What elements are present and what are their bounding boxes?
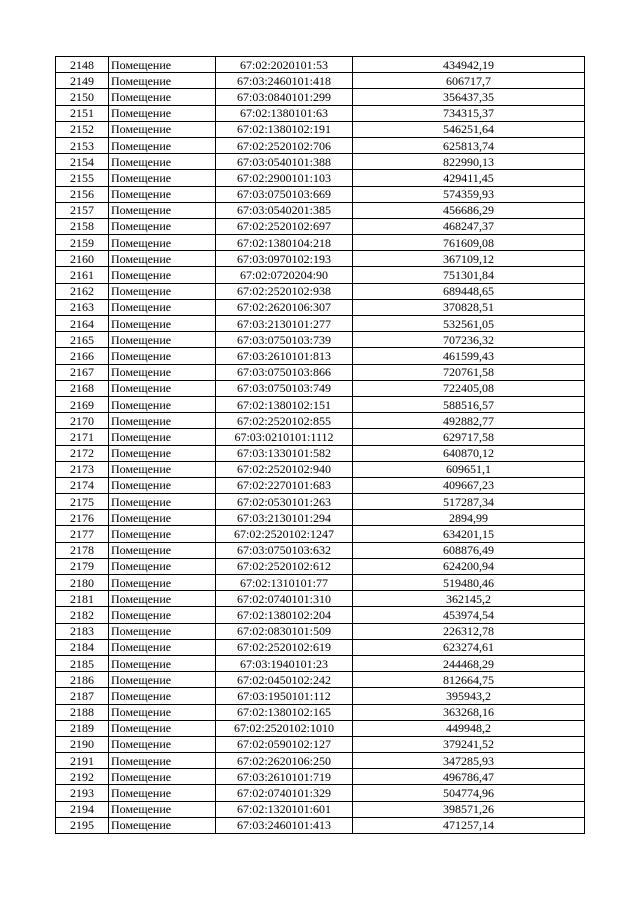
object-type-cell: Помещение xyxy=(109,753,216,769)
cadastral-value-cell: 398571,26 xyxy=(353,801,585,817)
table-row xyxy=(56,348,585,364)
cadastral-value-cell: 606717,7 xyxy=(353,73,585,89)
row-number-cell: 2194 xyxy=(56,801,109,817)
row-number-cell: 2188 xyxy=(56,704,109,720)
object-type-cell: Помещение xyxy=(109,57,216,73)
row-number-cell: 2193 xyxy=(56,785,109,801)
table-row xyxy=(56,575,585,591)
cadastral-value-cell: 363268,16 xyxy=(353,704,585,720)
cadastral-number-cell: 67:02:2900101:103 xyxy=(216,170,353,186)
object-type-cell: Помещение xyxy=(109,364,216,380)
cadastral-value-cell: 574359,93 xyxy=(353,186,585,202)
cadastral-number-cell: 67:02:2520102:1247 xyxy=(216,526,353,542)
table-row xyxy=(56,461,585,477)
cadastral-value-cell: 456686,29 xyxy=(353,202,585,218)
cadastral-number-cell: 67:02:0830101:509 xyxy=(216,623,353,639)
object-type-cell: Помещение xyxy=(109,396,216,412)
object-type-cell: Помещение xyxy=(109,299,216,315)
object-type-cell: Помещение xyxy=(109,73,216,89)
row-number-cell: 2168 xyxy=(56,380,109,396)
row-number-cell: 2162 xyxy=(56,283,109,299)
cadastral-number-cell: 67:02:2520102:706 xyxy=(216,137,353,153)
cadastral-number-cell: 67:03:2610101:719 xyxy=(216,769,353,785)
table-row xyxy=(56,121,585,137)
cadastral-number-cell: 67:02:1380102:151 xyxy=(216,396,353,412)
table-row xyxy=(56,89,585,105)
object-type-cell: Помещение xyxy=(109,267,216,283)
table-row xyxy=(56,283,585,299)
table-row xyxy=(56,267,585,283)
row-number-cell: 2191 xyxy=(56,753,109,769)
table-row xyxy=(56,720,585,736)
table-row xyxy=(56,235,585,251)
cadastral-number-cell: 67:02:2520102:612 xyxy=(216,558,353,574)
object-type-cell: Помещение xyxy=(109,137,216,153)
table-row xyxy=(56,137,585,153)
cadastral-number-cell: 67:02:0740101:329 xyxy=(216,785,353,801)
object-type-cell: Помещение xyxy=(109,429,216,445)
cadastral-number-cell: 67:02:2620106:307 xyxy=(216,299,353,315)
cadastral-number-cell: 67:03:0750103:739 xyxy=(216,332,353,348)
cadastral-number-cell: 67:03:2460101:418 xyxy=(216,73,353,89)
object-type-cell: Помещение xyxy=(109,526,216,542)
row-number-cell: 2150 xyxy=(56,89,109,105)
cadastral-number-cell: 67:03:0750103:669 xyxy=(216,186,353,202)
table-row xyxy=(56,316,585,332)
cadastral-value-cell: 496786,47 xyxy=(353,769,585,785)
table-row xyxy=(56,753,585,769)
object-type-cell: Помещение xyxy=(109,316,216,332)
row-number-cell: 2152 xyxy=(56,121,109,137)
object-type-cell: Помещение xyxy=(109,380,216,396)
object-type-cell: Помещение xyxy=(109,688,216,704)
cadastral-number-cell: 67:03:2610101:813 xyxy=(216,348,353,364)
cadastral-number-cell: 67:03:0750103:632 xyxy=(216,542,353,558)
object-type-cell: Помещение xyxy=(109,494,216,510)
row-number-cell: 2190 xyxy=(56,736,109,752)
cadastral-value-cell: 367109,12 xyxy=(353,251,585,267)
object-type-cell: Помещение xyxy=(109,218,216,234)
row-number-cell: 2169 xyxy=(56,396,109,412)
cadastral-value-cell: 546251,64 xyxy=(353,121,585,137)
cadastral-value-cell: 634201,15 xyxy=(353,526,585,542)
row-number-cell: 2179 xyxy=(56,558,109,574)
cadastral-value-cell: 588516,57 xyxy=(353,396,585,412)
row-number-cell: 2164 xyxy=(56,316,109,332)
object-type-cell: Помещение xyxy=(109,623,216,639)
object-type-cell: Помещение xyxy=(109,672,216,688)
cadastral-value-cell: 471257,14 xyxy=(353,817,585,833)
cadastral-number-cell: 67:03:2460101:413 xyxy=(216,817,353,833)
cadastral-value-cell: 640870,12 xyxy=(353,445,585,461)
row-number-cell: 2158 xyxy=(56,218,109,234)
row-number-cell: 2149 xyxy=(56,73,109,89)
table-row xyxy=(56,817,585,833)
row-number-cell: 2171 xyxy=(56,429,109,445)
cadastral-number-cell: 67:02:1310101:77 xyxy=(216,575,353,591)
cadastral-number-cell: 67:02:2520102:940 xyxy=(216,461,353,477)
row-number-cell: 2184 xyxy=(56,639,109,655)
object-type-cell: Помещение xyxy=(109,704,216,720)
cadastral-value-cell: 244468,29 xyxy=(353,655,585,671)
object-type-cell: Помещение xyxy=(109,348,216,364)
table-row xyxy=(56,526,585,542)
row-number-cell: 2175 xyxy=(56,494,109,510)
cadastral-number-cell: 67:02:2520102:938 xyxy=(216,283,353,299)
cadastral-value-cell: 734315,37 xyxy=(353,105,585,121)
table-row xyxy=(56,186,585,202)
row-number-cell: 2154 xyxy=(56,154,109,170)
cadastral-number-cell: 67:02:1380101:63 xyxy=(216,105,353,121)
object-type-cell: Помещение xyxy=(109,607,216,623)
cadastral-value-cell: 609651,1 xyxy=(353,461,585,477)
table-row xyxy=(56,801,585,817)
object-type-cell: Помещение xyxy=(109,655,216,671)
row-number-cell: 2170 xyxy=(56,413,109,429)
row-number-cell: 2181 xyxy=(56,591,109,607)
table-row xyxy=(56,218,585,234)
table-row xyxy=(56,73,585,89)
row-number-cell: 2151 xyxy=(56,105,109,121)
cadastral-number-cell: 67:02:2620106:250 xyxy=(216,753,353,769)
cadastral-number-cell: 67:03:0840101:299 xyxy=(216,89,353,105)
cadastral-number-cell: 67:03:2130101:294 xyxy=(216,510,353,526)
row-number-cell: 2173 xyxy=(56,461,109,477)
table-row xyxy=(56,396,585,412)
table-row xyxy=(56,639,585,655)
cadastral-number-cell: 67:02:0740101:310 xyxy=(216,591,353,607)
property-table xyxy=(55,56,585,834)
table-row xyxy=(56,591,585,607)
cadastral-value-cell: 362145,2 xyxy=(353,591,585,607)
row-number-cell: 2180 xyxy=(56,575,109,591)
cadastral-value-cell: 370828,51 xyxy=(353,299,585,315)
cadastral-value-cell: 504774,96 xyxy=(353,785,585,801)
table-row xyxy=(56,542,585,558)
cadastral-number-cell: 67:03:0750103:866 xyxy=(216,364,353,380)
table-row xyxy=(56,477,585,493)
table-row xyxy=(56,445,585,461)
cadastral-number-cell: 67:02:2520102:697 xyxy=(216,218,353,234)
object-type-cell: Помещение xyxy=(109,251,216,267)
table-row xyxy=(56,364,585,380)
row-number-cell: 2159 xyxy=(56,235,109,251)
cadastral-number-cell: 67:03:0540101:388 xyxy=(216,154,353,170)
row-number-cell: 2192 xyxy=(56,769,109,785)
cadastral-number-cell: 67:02:1380102:191 xyxy=(216,121,353,137)
cadastral-value-cell: 629717,58 xyxy=(353,429,585,445)
object-type-cell: Помещение xyxy=(109,736,216,752)
object-type-cell: Помещение xyxy=(109,89,216,105)
cadastral-number-cell: 67:02:0720204:90 xyxy=(216,267,353,283)
cadastral-value-cell: 449948,2 xyxy=(353,720,585,736)
table-row xyxy=(56,607,585,623)
row-number-cell: 2153 xyxy=(56,137,109,153)
table-row xyxy=(56,494,585,510)
cadastral-value-cell: 519480,46 xyxy=(353,575,585,591)
row-number-cell: 2172 xyxy=(56,445,109,461)
cadastral-value-cell: 812664,75 xyxy=(353,672,585,688)
object-type-cell: Помещение xyxy=(109,801,216,817)
cadastral-number-cell: 67:02:1380102:204 xyxy=(216,607,353,623)
cadastral-number-cell: 67:02:0590102:127 xyxy=(216,736,353,752)
cadastral-number-cell: 67:03:1940101:23 xyxy=(216,655,353,671)
row-number-cell: 2186 xyxy=(56,672,109,688)
object-type-cell: Помещение xyxy=(109,591,216,607)
table-row xyxy=(56,413,585,429)
cadastral-value-cell: 517287,34 xyxy=(353,494,585,510)
table-row xyxy=(56,251,585,267)
table-row xyxy=(56,736,585,752)
cadastral-value-cell: 434942,19 xyxy=(353,57,585,73)
cadastral-value-cell: 722405,08 xyxy=(353,380,585,396)
row-number-cell: 2187 xyxy=(56,688,109,704)
row-number-cell: 2174 xyxy=(56,477,109,493)
table-row xyxy=(56,510,585,526)
cadastral-value-cell: 624200,94 xyxy=(353,558,585,574)
row-number-cell: 2161 xyxy=(56,267,109,283)
cadastral-number-cell: 67:02:0450102:242 xyxy=(216,672,353,688)
object-type-cell: Помещение xyxy=(109,558,216,574)
cadastral-value-cell: 395943,2 xyxy=(353,688,585,704)
row-number-cell: 2167 xyxy=(56,364,109,380)
object-type-cell: Помещение xyxy=(109,817,216,833)
object-type-cell: Помещение xyxy=(109,332,216,348)
table-row xyxy=(56,57,585,73)
cadastral-value-cell: 2894,99 xyxy=(353,510,585,526)
table-row xyxy=(56,105,585,121)
object-type-cell: Помещение xyxy=(109,154,216,170)
row-number-cell: 2189 xyxy=(56,720,109,736)
table-row xyxy=(56,202,585,218)
object-type-cell: Помещение xyxy=(109,445,216,461)
cadastral-number-cell: 67:03:0210101:1112 xyxy=(216,429,353,445)
cadastral-number-cell: 67:02:0530101:263 xyxy=(216,494,353,510)
cadastral-number-cell: 67:03:2130101:277 xyxy=(216,316,353,332)
cadastral-number-cell: 67:02:1380102:165 xyxy=(216,704,353,720)
object-type-cell: Помещение xyxy=(109,542,216,558)
cadastral-number-cell: 67:02:2270101:683 xyxy=(216,477,353,493)
cadastral-value-cell: 461599,43 xyxy=(353,348,585,364)
object-type-cell: Помещение xyxy=(109,413,216,429)
table-row xyxy=(56,332,585,348)
object-type-cell: Помещение xyxy=(109,170,216,186)
object-type-cell: Помещение xyxy=(109,105,216,121)
cadastral-number-cell: 67:02:1320101:601 xyxy=(216,801,353,817)
object-type-cell: Помещение xyxy=(109,785,216,801)
row-number-cell: 2177 xyxy=(56,526,109,542)
cadastral-value-cell: 608876,49 xyxy=(353,542,585,558)
object-type-cell: Помещение xyxy=(109,639,216,655)
object-type-cell: Помещение xyxy=(109,769,216,785)
cadastral-number-cell: 67:02:2020101:53 xyxy=(216,57,353,73)
row-number-cell: 2155 xyxy=(56,170,109,186)
row-number-cell: 2160 xyxy=(56,251,109,267)
table-row xyxy=(56,672,585,688)
cadastral-value-cell: 707236,32 xyxy=(353,332,585,348)
row-number-cell: 2157 xyxy=(56,202,109,218)
row-number-cell: 2148 xyxy=(56,57,109,73)
table-row xyxy=(56,704,585,720)
table-row xyxy=(56,170,585,186)
cadastral-value-cell: 532561,05 xyxy=(353,316,585,332)
row-number-cell: 2176 xyxy=(56,510,109,526)
cadastral-value-cell: 822990,13 xyxy=(353,154,585,170)
object-type-cell: Помещение xyxy=(109,186,216,202)
cadastral-value-cell: 492882,77 xyxy=(353,413,585,429)
cadastral-value-cell: 429411,45 xyxy=(353,170,585,186)
object-type-cell: Помещение xyxy=(109,202,216,218)
cadastral-value-cell: 453974,54 xyxy=(353,607,585,623)
cadastral-number-cell: 67:02:2520102:1010 xyxy=(216,720,353,736)
object-type-cell: Помещение xyxy=(109,121,216,137)
table-row xyxy=(56,688,585,704)
table-row xyxy=(56,785,585,801)
cadastral-value-cell: 625813,74 xyxy=(353,137,585,153)
cadastral-value-cell: 409667,23 xyxy=(353,477,585,493)
object-type-cell: Помещение xyxy=(109,235,216,251)
cadastral-number-cell: 67:03:1950101:112 xyxy=(216,688,353,704)
table-row xyxy=(56,655,585,671)
cadastral-number-cell: 67:02:1380104:218 xyxy=(216,235,353,251)
table-row xyxy=(56,623,585,639)
cadastral-value-cell: 761609,08 xyxy=(353,235,585,251)
table-row xyxy=(56,429,585,445)
cadastral-value-cell: 226312,78 xyxy=(353,623,585,639)
table-row xyxy=(56,299,585,315)
row-number-cell: 2183 xyxy=(56,623,109,639)
row-number-cell: 2166 xyxy=(56,348,109,364)
row-number-cell: 2163 xyxy=(56,299,109,315)
object-type-cell: Помещение xyxy=(109,283,216,299)
cadastral-number-cell: 67:02:2520102:619 xyxy=(216,639,353,655)
cadastral-number-cell: 67:03:0750103:749 xyxy=(216,380,353,396)
cadastral-value-cell: 751301,84 xyxy=(353,267,585,283)
cadastral-value-cell: 689448,65 xyxy=(353,283,585,299)
row-number-cell: 2195 xyxy=(56,817,109,833)
object-type-cell: Помещение xyxy=(109,461,216,477)
cadastral-value-cell: 720761,58 xyxy=(353,364,585,380)
table-row xyxy=(56,558,585,574)
property-table-body xyxy=(56,57,585,834)
cadastral-value-cell: 623274,61 xyxy=(353,639,585,655)
table-row xyxy=(56,380,585,396)
cadastral-value-cell: 356437,35 xyxy=(353,89,585,105)
object-type-cell: Помещение xyxy=(109,477,216,493)
cadastral-number-cell: 67:03:1330101:582 xyxy=(216,445,353,461)
row-number-cell: 2182 xyxy=(56,607,109,623)
object-type-cell: Помещение xyxy=(109,510,216,526)
cadastral-number-cell: 67:02:2520102:855 xyxy=(216,413,353,429)
cadastral-number-cell: 67:03:0540201:385 xyxy=(216,202,353,218)
row-number-cell: 2165 xyxy=(56,332,109,348)
cadastral-value-cell: 468247,37 xyxy=(353,218,585,234)
cadastral-number-cell: 67:03:0970102:193 xyxy=(216,251,353,267)
row-number-cell: 2178 xyxy=(56,542,109,558)
cadastral-value-cell: 347285,93 xyxy=(353,753,585,769)
row-number-cell: 2156 xyxy=(56,186,109,202)
cadastral-value-cell: 379241,52 xyxy=(353,736,585,752)
row-number-cell: 2185 xyxy=(56,655,109,671)
table-row xyxy=(56,154,585,170)
object-type-cell: Помещение xyxy=(109,575,216,591)
object-type-cell: Помещение xyxy=(109,720,216,736)
table-row xyxy=(56,769,585,785)
